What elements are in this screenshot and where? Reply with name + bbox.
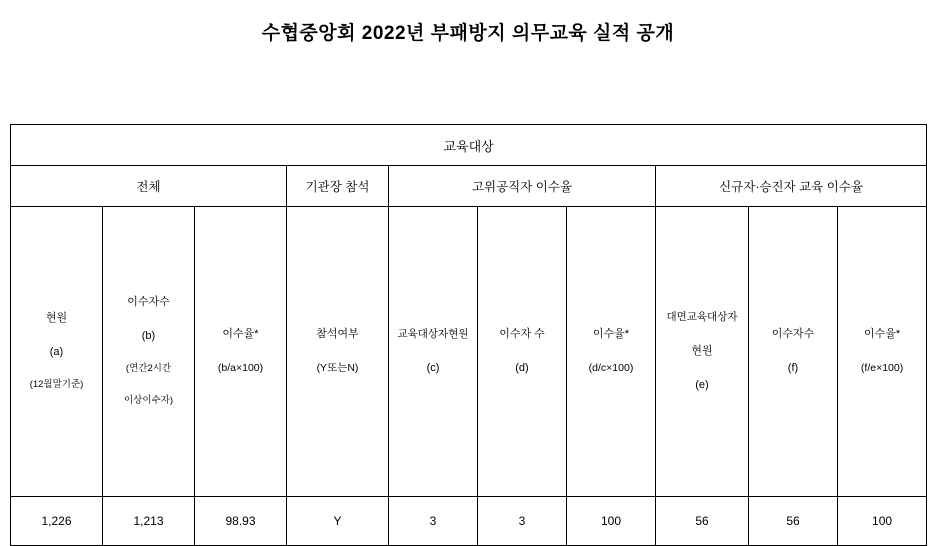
col-label-line1: 현원 [45, 312, 68, 325]
value-newpromoted-rate: 100 [838, 497, 927, 546]
group-header-cell: 교육대상 [11, 125, 927, 166]
column-header-total-headcount [11, 207, 103, 497]
table-row-group-header [11, 125, 927, 166]
section-header-all: 전체 [11, 166, 287, 207]
page-title: 수협중앙회 2022년 부패방지 의무교육 실적 공개 [261, 23, 675, 44]
col-label-line2: (Y또는N) [316, 362, 359, 375]
col-label-line3: (연간2시간 [125, 363, 172, 375]
table-container [10, 45, 926, 546]
col-label-line2: (a) [49, 346, 64, 359]
section-header-senior-officials: 고위공직자 이수율 [389, 166, 656, 207]
col-label-line1: 대면교육대상자 [666, 311, 738, 324]
col-label-line2: 현원 [691, 344, 713, 357]
col-label-line1: 이수자수 [771, 327, 815, 340]
column-header-newpromoted-completed [749, 207, 838, 497]
column-header-attendance-yn [287, 207, 389, 497]
col-label-line2: (d) [515, 362, 529, 375]
value-senior-completed: 3 [478, 497, 567, 546]
column-header-newpromoted-rate [838, 207, 927, 497]
col-label-line1: 교육대상자현원 [397, 328, 469, 341]
col-label-line1: 이수자수 [127, 296, 170, 309]
col-label-line2: (f) [787, 362, 799, 375]
section-header-head-attendance: 기관장 참석 [287, 166, 389, 207]
value-senior-rate: 100 [567, 497, 656, 546]
col-label-line2: (b) [141, 330, 156, 343]
column-header-senior-completed [478, 207, 567, 497]
col-label-line1: 이수율* [863, 328, 901, 341]
column-header-inperson-target-headcount [656, 207, 749, 497]
col-label-line1: 참석여부 [316, 328, 359, 341]
value-total-headcount: 1,226 [11, 497, 103, 546]
col-label-line4: 이상이수자) [123, 395, 174, 407]
col-label-line1: 이수자 수 [499, 327, 545, 340]
col-label-line3: (12월말기준) [29, 379, 84, 391]
column-header-senior-target-headcount [389, 207, 478, 497]
col-label-line1: 이수율* [592, 328, 630, 341]
table-row-section-header [11, 166, 927, 207]
value-senior-target-headcount: 3 [389, 497, 478, 546]
table-row-column-headers [11, 207, 927, 497]
value-total-rate: 98.93 [195, 497, 287, 546]
col-label-line2: (d/c×100) [588, 362, 634, 375]
column-header-total-completed [103, 207, 195, 497]
col-label-line2: (c) [426, 361, 440, 374]
column-header-total-rate [195, 207, 287, 497]
column-header-senior-rate [567, 207, 656, 497]
table-row-data [11, 497, 927, 546]
col-label-line3: (e) [695, 378, 709, 391]
section-header-new-promoted: 신규자·승진자 교육 이수율 [656, 166, 927, 207]
col-label-line2: (f/e×100) [860, 362, 904, 375]
value-total-completed: 1,213 [103, 497, 195, 546]
value-attendance-yn: Y [287, 497, 389, 546]
col-label-line2: (b/a×100) [217, 362, 264, 375]
value-inperson-target-headcount: 56 [656, 497, 749, 546]
col-label-line1: 이수율* [222, 328, 259, 341]
education-results-table [10, 124, 927, 546]
value-newpromoted-completed: 56 [749, 497, 838, 546]
